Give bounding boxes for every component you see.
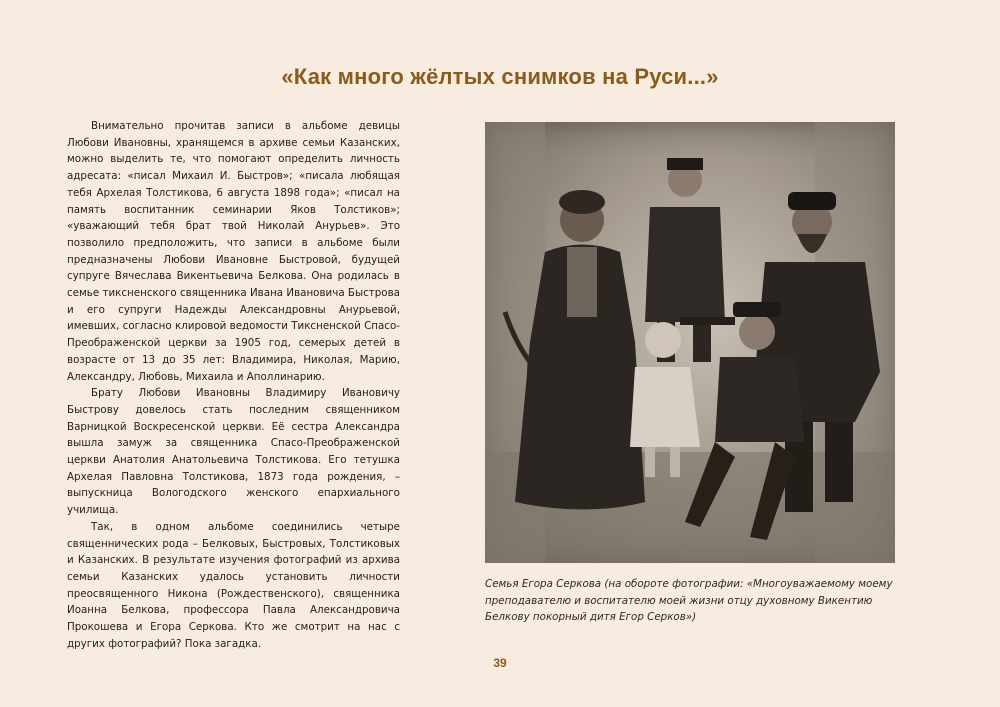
- paragraph-1: Внимательно прочитав записи в альбоме девицы Любови Ивановны, хранящемся в архиве семьи Казанских, можно выделить те, что помогают определить личность адресата: «писал Михаил И. Быстров»; «писала любящая тебя Архелая Толстикова, 6 августа 1898 года»; «писал на память воспитанник семинарии Яков Толстиков»; «уважающий тебя брат твой Николай Анурьев». Это позволило предположить, что записи в альбоме были предназначены Любови Ивановне Быстровой, будущей супруге Вячеслава Викентьевича Белкова. Она родилась в семье тиксненского священника Ивана Ивановича Быстрова и его супруги Надежды Александровны Анурьевой, имевших, согласно клировой ведомости Тиксненской Спасо-Преображенской церкви за 1905 год, семерых детей в возрасте от 13 до 35 лет: Владимира, Николая, Марию, Александру, Любовь, Михаила и Аполлинарию.: [67, 120, 400, 383]
- page-heading: «Как много жёлтых снимков на Руси...»: [281, 64, 719, 89]
- paragraph-3: Так, в одном альбоме соединились четыре священнических рода – Белковых, Быстровых, Толстиковых и Казанских. В результате изучения фотографий из архива семьи Казанских удалось установить личности преосвященного Никона (Рождественского), священника Иоанна Белкова, профессора Павла Александровича Прокошева и Егора Серкова. Кто же смотрит на нас с других фотографий? Пока загадка.: [67, 520, 400, 650]
- page-number: 39: [493, 656, 507, 670]
- family-photo: [485, 122, 895, 563]
- paragraph-2: Брату Любови Ивановны Владимиру Ивановичу Быстрову довелось стать последним священником Варницкой Воскресенской церкви. Её сестра Александра вышла замуж за священника Спасо-Преображенской церкви Анатолия Анатольевича Толстикова. Его тетушка Архелая Павловна Толстикова, 1873 года рождения, – выпускница Вологодского женского епархиального училища.: [67, 387, 400, 517]
- family-photo-illustration: [485, 122, 895, 563]
- photo-caption: Семья Егора Серкова (на обороте фотографии: «Многоуважаемому моему преподавателю и воспитателю моей жизни отцу духовному Викентию Белкову покорный дитя Егор Серков»): [485, 578, 893, 623]
- article-text: [67, 118, 400, 653]
